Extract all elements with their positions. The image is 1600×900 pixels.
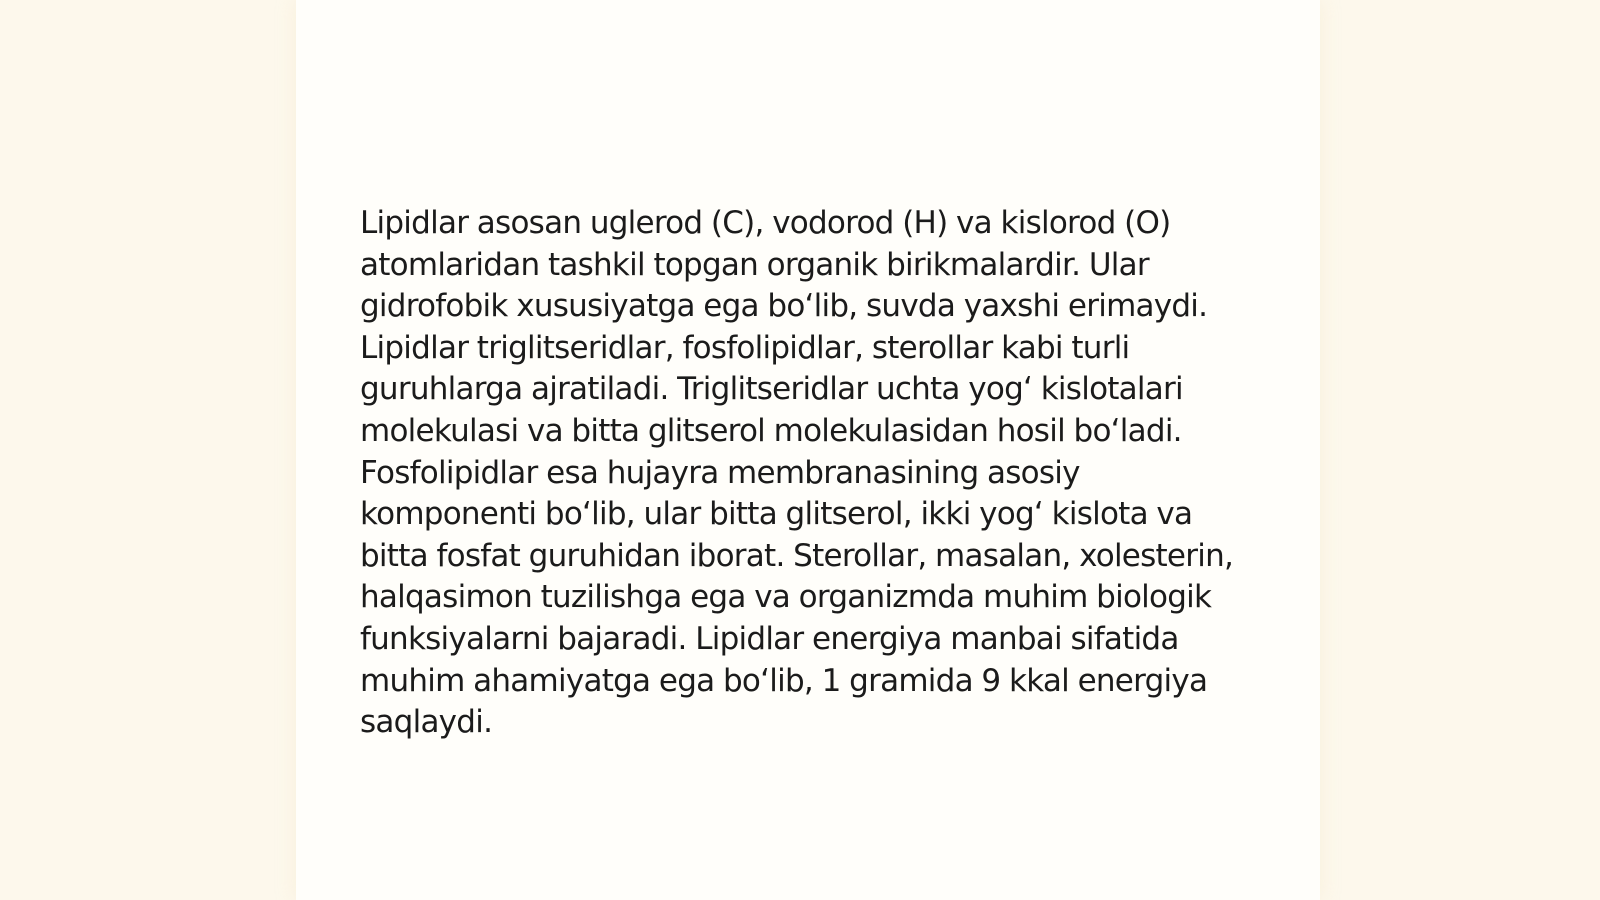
- slide-canvas: [296, 0, 1320, 900]
- slide-body-text: Lipidlar asosan uglerod (C), vodorod (H) va kislorod (O) atomlaridan tashkil topgan organik birikmalardir. Ular gidrofobik xususiyatga ega boʻlib, suvda yaxshi erimaydi. Lipidlar triglitseridlar, fosfolipidlar, sterollar kabi turli guruhlarga ajratiladi. Triglitseridlar uchta yogʻ kislotalari molekulasi va bitta glitserol molekulasidan hosil boʻladi. Fosfolipidlar esa hujayra membranasining asosiy komponenti boʻlib, ular bitta glitserol, ikki yogʻ kislota va bitta fosfat guruhidan iborat. Sterollar, masalan, xolesterin, halqasimon tuzilishga ega va organizmda muhim biologik funksiyalarni bajaradi. Lipidlar energiya manbai sifatida muhim ahamiyatga ega boʻlib, 1 gramida 9 kkal energiya saqlaydi.: [360, 205, 1234, 741]
